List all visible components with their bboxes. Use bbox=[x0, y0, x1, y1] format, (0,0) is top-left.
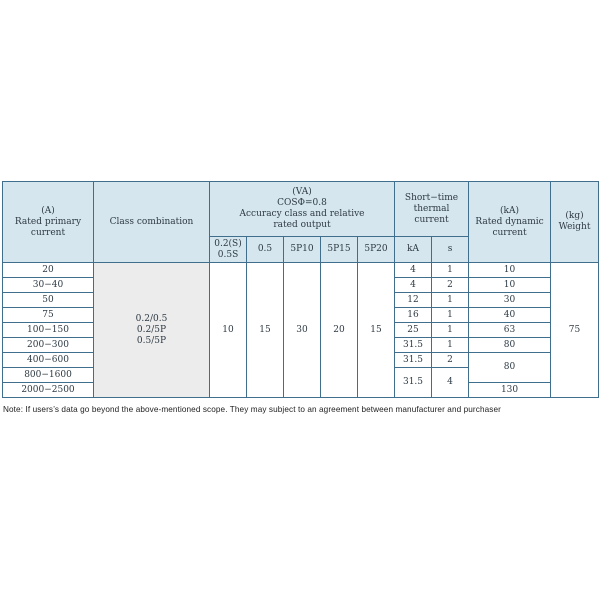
cell-output-5p15: 20 bbox=[321, 263, 358, 398]
cell-dynamic-current: 10 bbox=[469, 278, 551, 293]
header-class-0-2s: 0.2(S) 0.5S bbox=[210, 237, 247, 263]
header-class-5p20: 5P20 bbox=[358, 237, 395, 263]
cell-thermal-ka: 12 bbox=[395, 293, 432, 308]
cell-thermal-s: 4 bbox=[432, 368, 469, 398]
cell-dynamic-current: 130 bbox=[469, 383, 551, 398]
cell-dynamic-current: 63 bbox=[469, 323, 551, 338]
cell-output-5p10: 30 bbox=[284, 263, 321, 398]
cell-dynamic-current: 80 bbox=[469, 338, 551, 353]
cell-thermal-s: 2 bbox=[432, 278, 469, 293]
cell-thermal-ka: 16 bbox=[395, 308, 432, 323]
cell-current: 400−600 bbox=[3, 353, 94, 368]
cell-output-0-5: 15 bbox=[247, 263, 284, 398]
cell-current: 2000−2500 bbox=[3, 383, 94, 398]
header-unit-ka: kA bbox=[395, 237, 432, 263]
cell-thermal-ka: 4 bbox=[395, 263, 432, 278]
cell-output-5p20: 15 bbox=[358, 263, 395, 398]
cell-thermal-s: 1 bbox=[432, 338, 469, 353]
cell-current: 800−1600 bbox=[3, 368, 94, 383]
cell-dynamic-current: 30 bbox=[469, 293, 551, 308]
cell-thermal-ka: 31.5 bbox=[395, 338, 432, 353]
cell-current: 30−40 bbox=[3, 278, 94, 293]
header-class-combination: Class combination bbox=[94, 182, 210, 263]
cell-current: 200−300 bbox=[3, 338, 94, 353]
cell-thermal-ka: 25 bbox=[395, 323, 432, 338]
cell-current: 20 bbox=[3, 263, 94, 278]
header-short-time-thermal-current: Short−time thermal current bbox=[395, 182, 469, 237]
spec-table bbox=[2, 181, 599, 398]
cell-thermal-s: 1 bbox=[432, 323, 469, 338]
header-unit-s: s bbox=[432, 237, 469, 263]
header-class-5p15: 5P15 bbox=[321, 237, 358, 263]
cell-current: 50 bbox=[3, 293, 94, 308]
cell-dynamic-current: 80 bbox=[469, 353, 551, 383]
cell-dynamic-current: 10 bbox=[469, 263, 551, 278]
cell-dynamic-current: 40 bbox=[469, 308, 551, 323]
footnote: Note: If users’s data go beyond the above-mentioned scope. They may subject to an agreement between manufacturer and purchaser bbox=[3, 405, 501, 414]
header-class-0-5: 0.5 bbox=[247, 237, 284, 263]
cell-current: 100−150 bbox=[3, 323, 94, 338]
cell-thermal-s: 2 bbox=[432, 353, 469, 368]
cell-thermal-ka: 31.5 bbox=[395, 353, 432, 368]
cell-class-combination: 0.2/0.5 0.2/5P 0.5/5P bbox=[94, 263, 210, 398]
header-rated-output: (VA) COSΦ=0.8 Accuracy class and relative rated output bbox=[210, 182, 395, 237]
cell-thermal-ka: 4 bbox=[395, 278, 432, 293]
cell-current: 75 bbox=[3, 308, 94, 323]
cell-weight: 75 bbox=[551, 263, 599, 398]
table-row bbox=[3, 263, 599, 278]
header-class-5p10: 5P10 bbox=[284, 237, 321, 263]
header-rated-primary-current: (A) Rated primary current bbox=[3, 182, 94, 263]
cell-thermal-s: 1 bbox=[432, 263, 469, 278]
header-rated-dynamic-current: (kA) Rated dynamic current bbox=[469, 182, 551, 263]
cell-thermal-s: 1 bbox=[432, 308, 469, 323]
cell-thermal-s: 1 bbox=[432, 293, 469, 308]
cell-thermal-ka: 31.5 bbox=[395, 368, 432, 398]
header-weight: (kg) Weight bbox=[551, 182, 599, 263]
cell-output-0-2s: 10 bbox=[210, 263, 247, 398]
